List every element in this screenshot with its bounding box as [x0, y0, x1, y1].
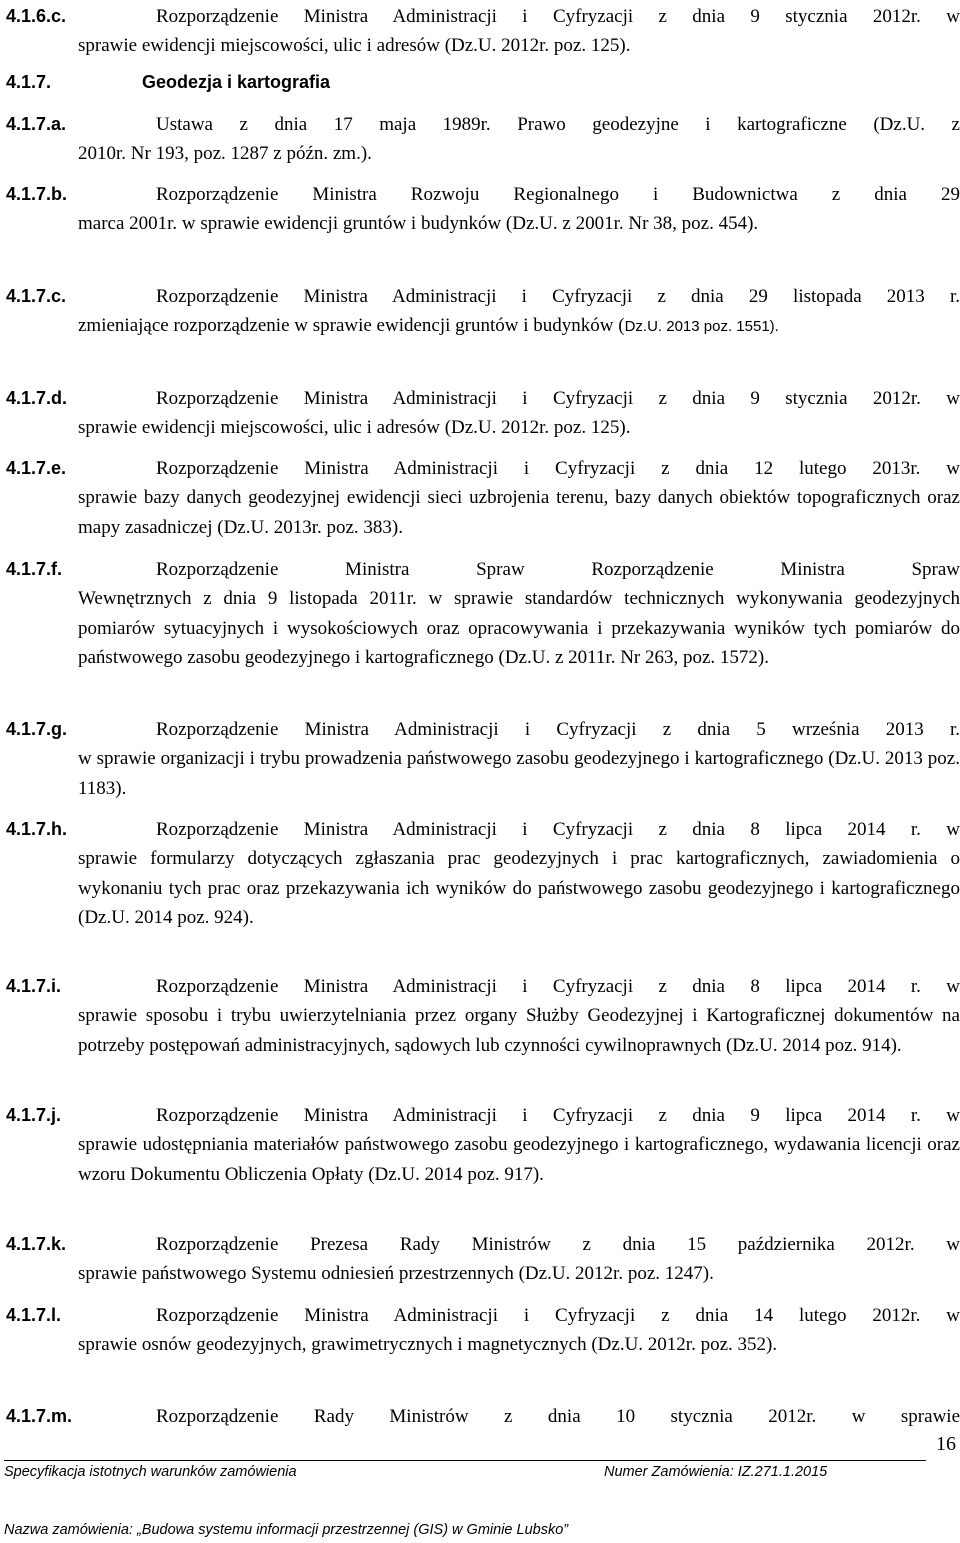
entry-number: 4.1.7.b.: [6, 184, 68, 204]
entry-first-line: Rozporządzenie Ministra Administracji i Cyfryzacji z dnia 8 lipca 2014 r. w: [156, 976, 960, 997]
entry-first-line: Rozporządzenie Ministra Administracji i Cyfryzacji z dnia 8 lipca 2014 r. w: [156, 819, 960, 840]
entry-text: sprawie udostępniania materiałów państwowego zasobu geodezyjnego i kartograficznego, wydawania licencji oraz wzoru Dokumentu Obliczenia Opłaty (Dz.U. 2014 poz. 917).: [78, 1134, 960, 1185]
entry-text: sprawie ewidencji miejscowości, ulic i adresów (Dz.U. 2012r. poz. 125).: [78, 417, 631, 438]
entry-number: 4.1.7.m.: [6, 1406, 73, 1426]
entry-number: 4.1.7.: [6, 72, 52, 92]
entry-text: sprawie sposobu i trybu uwierzytelniania przez organy Służby Geodezyjnej i Kartograficznej dokumentów na potrzeby postępowań administracyjnych, sądowych lub czynności cywilnoprawnych (Dz.U. 2014 poz. 914).: [78, 1005, 960, 1056]
entry-number: 4.1.7.c.: [6, 286, 67, 306]
entry-text: 2010r. Nr 193, poz. 1287 z późn. zm.).: [78, 143, 372, 164]
footer-spec-title: Specyfikacja istotnych warunków zamówienia: [4, 1464, 297, 1480]
entry-number: 4.1.7.h.: [6, 819, 68, 839]
entry-number: 4.1.6.c.: [6, 6, 67, 26]
entry-first-line: Rozporządzenie Ministra Administracji i Cyfryzacji z dnia 12 lutego 2013r. w: [156, 458, 960, 479]
entry-text: sprawie ewidencji miejscowości, ulic i adresów (Dz.U. 2012r. poz. 125).: [78, 35, 631, 56]
entry-first-line: Rozporządzenie Ministra Administracji i Cyfryzacji z dnia 9 stycznia 2012r. w: [156, 388, 960, 409]
entry-number: 4.1.7.g.: [6, 719, 68, 739]
entry-first-line: Rozporządzenie Prezesa Rady Ministrów z dnia 15 października 2012r. w: [156, 1234, 960, 1255]
footer-order-name: Nazwa zamówienia: „Budowa systemu informacji przestrzennej (GIS) w Gminie Lubsko”: [4, 1522, 569, 1538]
entry-first-line: Rozporządzenie Ministra Spraw Rozporządzenie Ministra Spraw: [156, 559, 960, 580]
entry-first-line: Rozporządzenie Ministra Administracji i Cyfryzacji z dnia 14 lutego 2012r. w: [156, 1305, 960, 1326]
footer-order-number: Numer Zamówienia: IZ.271.1.2015: [604, 1464, 828, 1480]
entry-number: 4.1.7.i.: [6, 976, 62, 996]
entry-text: w sprawie organizacji i trybu prowadzenia państwowego zasobu geodezyjnego i kartograficznego (Dz.U. 2013 poz. 1183).: [78, 748, 960, 799]
entry-text: sprawie formularzy dotyczących zgłaszania prac geodezyjnych i prac kartograficznych, zawiadomienia o wykonaniu tych prac oraz przekazywania ich wyników do państwowego zasobu geodezyjnego i kartograficznego (Dz.U. 2014 poz. 924).: [78, 848, 960, 928]
entry-text: marca 2001r. w sprawie ewidencji gruntów i budynków (Dz.U. z 2001r. Nr 38, poz. 454).: [78, 213, 759, 234]
entry-first-line: Rozporządzenie Ministra Administracji i Cyfryzacji z dnia 29 listopada 2013 r.: [156, 286, 960, 307]
entry-text: sprawie bazy danych geodezyjnej ewidencji sieci uzbrojenia terenu, bazy danych obiektów topograficznych oraz mapy zasadniczej (Dz.U. 2013r. poz. 383).: [78, 487, 960, 538]
section-heading: Geodezja i kartografia: [142, 72, 331, 92]
entry-first-line: Rozporządzenie Ministra Administracji i Cyfryzacji z dnia 9 stycznia 2012r. w: [156, 6, 960, 27]
entry-text: sprawie osnów geodezyjnych, grawimetrycznych i magnetycznych (Dz.U. 2012r. poz. 352).: [78, 1334, 778, 1355]
entry-first-line: Rozporządzenie Ministra Rozwoju Regionalnego i Budownictwa z dnia 29: [156, 184, 960, 205]
entry-first-line: Rozporządzenie Ministra Administracji i Cyfryzacji z dnia 9 lipca 2014 r. w: [156, 1105, 960, 1126]
entry-first-line: Rozporządzenie Ministra Administracji i Cyfryzacji z dnia 5 września 2013 r.: [156, 719, 960, 740]
entry-number: 4.1.7.d.: [6, 388, 68, 408]
entry-first-line: Ustawa z dnia 17 maja 1989r. Prawo geodezyjne i kartograficzne (Dz.U. z: [156, 114, 960, 135]
entry-text: sprawie państwowego Systemu odniesień przestrzennych (Dz.U. 2012r. poz. 1247).: [78, 1263, 714, 1284]
entry-first-line: Rozporządzenie Rady Ministrów z dnia 10 stycznia 2012r. w sprawie: [156, 1406, 960, 1427]
entry-text: Wewnętrznych z dnia 9 listopada 2011r. w sprawie standardów technicznych wykonywania geodezyjnych pomiarów sytuacyjnych i wysokościowych oraz opracowywania i przekazywania wyników tych pomiarów do państwowego zasobu geodezyjnego i kartograficznego (Dz.U. z 2011r. Nr 263, poz. 1572).: [78, 588, 960, 668]
entry-number: 4.1.7.e.: [6, 458, 67, 478]
entry-number: 4.1.7.k.: [6, 1234, 67, 1254]
entry-text-sans: Dz.U. 2013 poz. 1551).: [624, 318, 779, 335]
footer-divider: [4, 1460, 926, 1461]
entry-text: [78, 311, 960, 342]
entry-number: 4.1.7.a.: [6, 114, 67, 134]
page-number: 16: [936, 1433, 956, 1455]
entry-number: 4.1.7.f.: [6, 559, 63, 579]
entry-number: 4.1.7.j.: [6, 1105, 62, 1125]
entry-number: 4.1.7.l.: [6, 1305, 62, 1325]
entry-text-serif: zmieniające rozporządzenie w sprawie ewidencji gruntów i budynków (: [78, 315, 625, 336]
